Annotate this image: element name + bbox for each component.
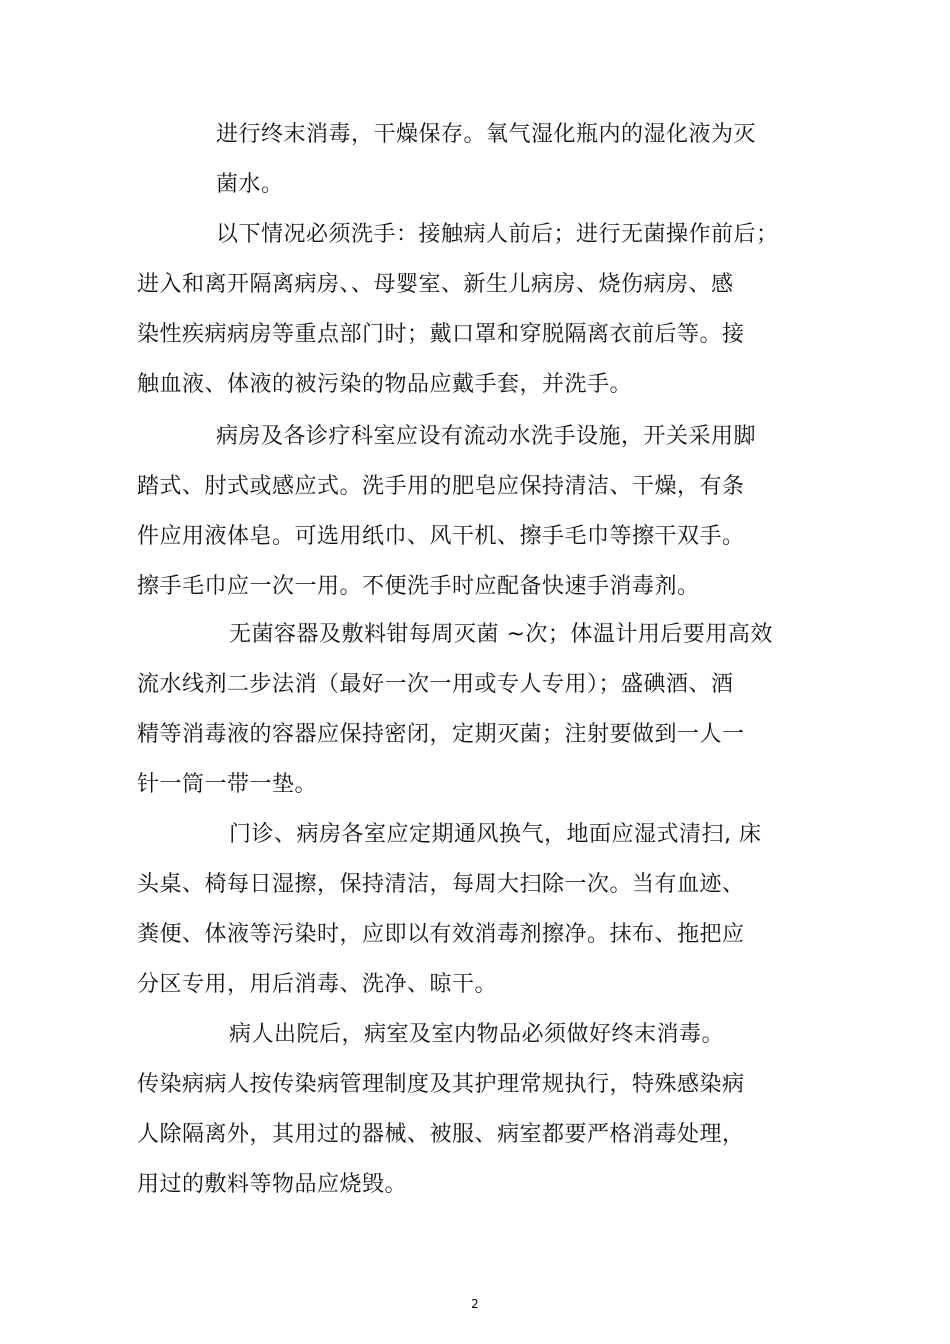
text-line: 踏式、肘式或感应式。洗手用的肥皂应保持清洁、干燥，有条 xyxy=(137,474,745,499)
text-line: 传染病病人按传染病管理制度及其护理常规执行，特殊感染病 xyxy=(137,1072,745,1097)
text-line: 精等消毒液的容器应保持密闭，定期灭菌；注射要做到一人一 xyxy=(137,722,745,747)
page-number: 2 xyxy=(471,1297,479,1311)
text-line: 分区专用，用后消毒、洗净、晾干。 xyxy=(137,972,498,997)
text-line: 病人出院后，病室及室内物品必须做好终末消毒。 xyxy=(229,1022,725,1047)
text-line: 用过的敷料等物品应烧毁。 xyxy=(137,1172,408,1197)
text-line: 染性疾病病房等重点部门时；戴口罩和穿脱隔离衣前后等。接 xyxy=(137,322,745,347)
text-line: 菌水。 xyxy=(216,172,284,197)
text-line: 粪便、体液等污染时，应即以有效消毒剂擦净。抹布、拖把应 xyxy=(137,922,745,947)
text-line: 针一筒一带一垫。 xyxy=(137,772,318,797)
text-line: 进行终末消毒，干燥保存。氧气湿化瓶内的湿化液为灭 xyxy=(216,122,757,147)
text-line: 擦手毛巾应一次一用。不便洗手时应配备快速手消毒剂。 xyxy=(137,574,700,599)
text-line: 流水线剂二步法消（最好一次一用或专人专用）；盛碘酒、酒 xyxy=(137,672,734,697)
text-line: 进入和离开隔离病房、、母婴室、新生儿病房、烧伤病房、感 xyxy=(137,272,734,297)
text-line: 件应用液体皂。可选用纸巾、风干机、擦手毛巾等擦干双手。 xyxy=(137,524,745,549)
text-line: 以下情况必须洗手：接触病人前后；进行无菌操作前后； xyxy=(216,222,779,247)
text-line: 无菌容器及敷料钳每周灭菌 ~次；体温计用后要用高效 xyxy=(229,622,773,647)
text-line: 头桌、椅每日湿擦，保持清洁，每周大扫除一次。当有血迹、 xyxy=(137,872,745,897)
text-line: 人除隔离外，其用过的器械、被服、病室都要严格消毒处理， xyxy=(137,1122,745,1147)
text-line: 病房及各诊疗科室应设有流动水洗手设施，开关采用脚 xyxy=(216,424,757,449)
text-line: 触血液、体液的被污染的物品应戴手套，并洗手。 xyxy=(137,372,633,397)
text-line: 门诊、病房各室应定期通风换气，地面应湿式清扫, 床 xyxy=(229,822,762,847)
